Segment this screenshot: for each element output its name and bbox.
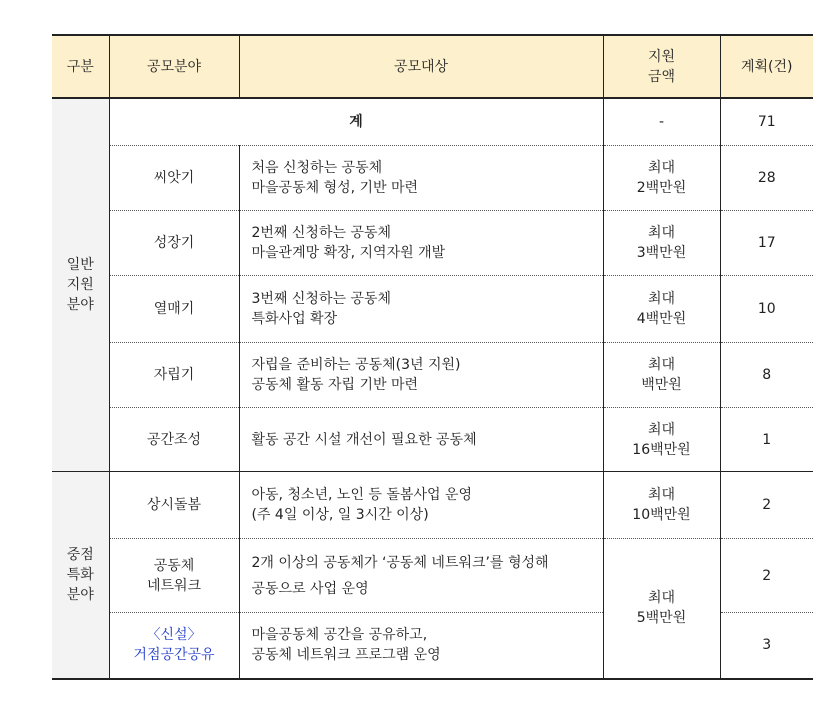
field-cell: 공동체 네트워크 <box>109 539 239 613</box>
target-cell: 마을공동체 공간을 공유하고, 공동체 네트워크 프로그램 운영 <box>239 613 603 679</box>
field-cell-new: 〈신설〉 거점공간공유 <box>109 613 239 679</box>
new-badge: 〈신설〉 <box>146 627 202 644</box>
group-general-label: 일반 지원 분야 <box>52 98 109 472</box>
header-amount-line2: 금액 <box>647 68 676 85</box>
header-row <box>52 35 813 98</box>
table-row <box>52 211 813 276</box>
plan-cell: 2 <box>720 539 813 613</box>
amount-cell: 최대 10백만원 <box>603 472 720 539</box>
total-plan: 71 <box>720 98 813 146</box>
target-cell: 2개 이상의 공동체가 ‘공동체 네트워크’를 형성해 공동으로 사업 운영 <box>239 539 603 613</box>
amount-cell: 최대 백만원 <box>603 343 720 408</box>
table-row <box>52 146 813 211</box>
shared-amount-cell: 최대 5백만원 <box>603 539 720 679</box>
field-cell: 자립기 <box>109 343 239 408</box>
target-cell: 처음 신청하는 공동체 마을공동체 형성, 기반 마련 <box>239 146 603 211</box>
target-cell: 활동 공간 시설 개선이 필요한 공동체 <box>239 408 603 472</box>
amount-cell: 최대 4백만원 <box>603 276 720 343</box>
plan-cell: 17 <box>720 211 813 276</box>
group-special-label: 중점 특화 분야 <box>52 472 109 679</box>
field-cell: 상시돌봄 <box>109 472 239 539</box>
target-cell: 3번째 신청하는 공동체 특화사업 확장 <box>239 276 603 343</box>
plan-cell: 10 <box>720 276 813 343</box>
amount-cell: 최대 16백만원 <box>603 408 720 472</box>
header-amount <box>603 35 720 98</box>
field-cell: 공간조성 <box>109 408 239 472</box>
table-row <box>52 343 813 408</box>
plan-cell: 1 <box>720 408 813 472</box>
amount-cell: 최대 3백만원 <box>603 211 720 276</box>
header-category: 구분 <box>52 35 109 98</box>
total-amount: - <box>603 98 720 146</box>
support-table <box>52 34 813 680</box>
total-row <box>52 98 813 146</box>
plan-cell: 3 <box>720 613 813 679</box>
target-cell: 자립을 준비하는 공동체(3년 지원) 공동체 활동 자립 기반 마련 <box>239 343 603 408</box>
total-label: 계 <box>109 98 603 146</box>
table-row <box>52 472 813 539</box>
plan-cell: 8 <box>720 343 813 408</box>
table-row <box>52 539 813 613</box>
field-cell: 열매기 <box>109 276 239 343</box>
amount-cell: 최대 2백만원 <box>603 146 720 211</box>
header-amount-line1: 지원 <box>647 48 676 65</box>
field-cell: 씨앗기 <box>109 146 239 211</box>
target-cell: 2번째 신청하는 공동체 마을관계망 확장, 지역자원 개발 <box>239 211 603 276</box>
header-field: 공모분야 <box>109 35 239 98</box>
field-cell: 성장기 <box>109 211 239 276</box>
plan-cell: 2 <box>720 472 813 539</box>
plan-cell: 28 <box>720 146 813 211</box>
target-cell: 아동, 청소년, 노인 등 돌봄사업 운영 (주 4일 이상, 일 3시간 이상) <box>239 472 603 539</box>
table-row <box>52 408 813 472</box>
header-plan: 계획(건) <box>720 35 813 98</box>
table-row <box>52 276 813 343</box>
header-target: 공모대상 <box>239 35 603 98</box>
